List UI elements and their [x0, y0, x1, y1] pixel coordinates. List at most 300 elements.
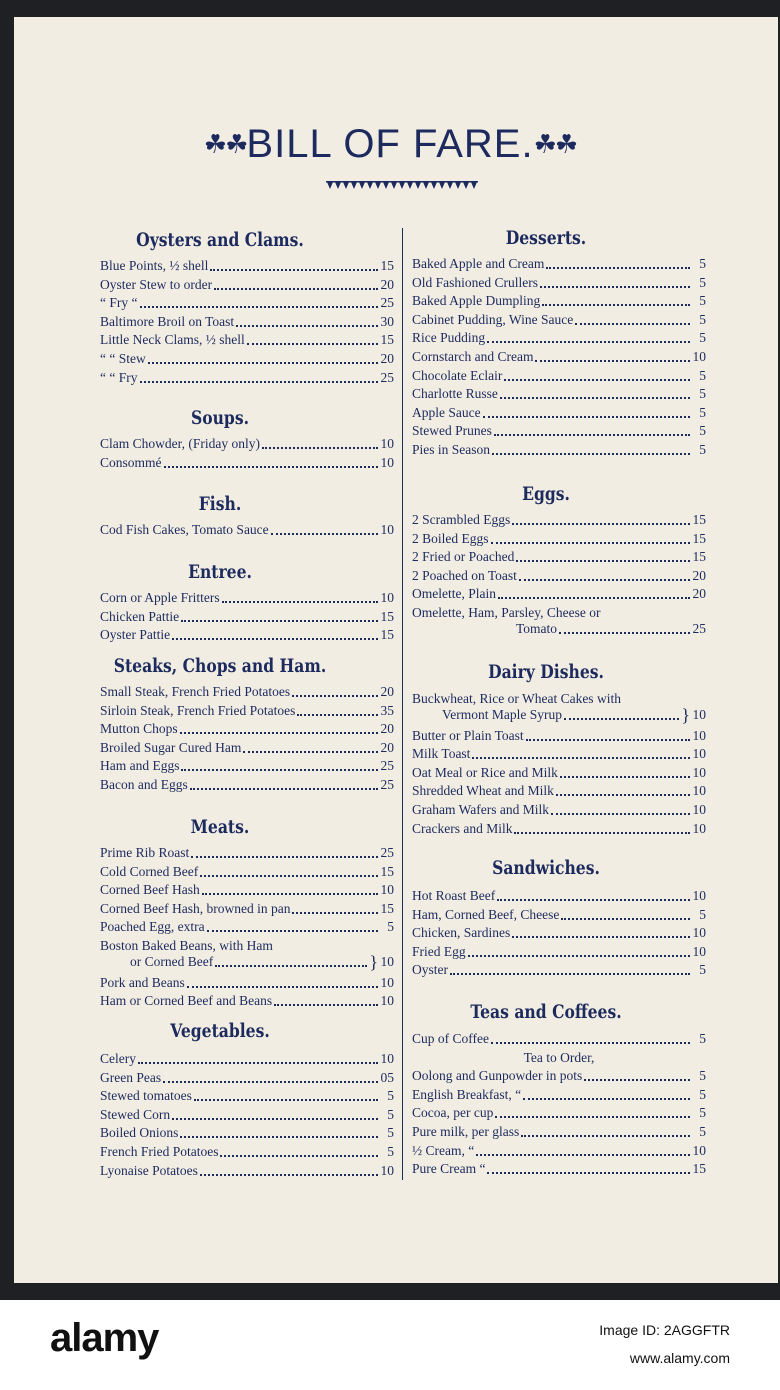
menu-item-price: 15	[692, 1161, 706, 1177]
menu-item-price: 15	[380, 900, 394, 916]
menu-item-name: Pure Cream “	[412, 1161, 486, 1177]
menu-item-name: ½ Cream, “	[412, 1142, 475, 1158]
menu-item-price: 15	[692, 549, 706, 565]
menu-item-name: Omelette, Ham, Parsley, Cheese or	[412, 605, 601, 620]
menu-item-price: 30	[380, 313, 394, 329]
menu-item-price: 5	[699, 293, 706, 309]
menu-item-price: 20	[692, 567, 706, 583]
menu-item	[100, 740, 394, 756]
section-heading-steaks: Steaks, Chops and Ham.	[113, 655, 327, 677]
menu-item-name: Baltimore Broil on Toast	[100, 313, 235, 329]
menu-item-name: Butter or Plain Toast	[412, 727, 524, 743]
menu-item	[100, 455, 394, 471]
menu-item	[412, 405, 706, 421]
section-heading-sandwiches: Sandwiches.	[492, 857, 600, 879]
menu-item-price: 5	[699, 1068, 706, 1084]
dot-leader	[214, 288, 378, 290]
section-heading-oysters: Oysters and Clams.	[136, 229, 304, 251]
brace-icon: }	[369, 952, 378, 972]
menu-item	[100, 864, 394, 880]
menu-item	[412, 423, 706, 439]
menu-item-price: 10	[380, 522, 394, 537]
menu-item-price: 5	[699, 1124, 706, 1139]
menu-item-price: 10	[692, 727, 706, 743]
menu-item	[100, 684, 394, 700]
dot-leader	[181, 620, 378, 622]
menu-item	[412, 256, 706, 272]
decorative-rule-ornament-icon	[326, 181, 478, 191]
menu-item-price: 10	[692, 1142, 706, 1158]
menu-item-name: Fried Egg	[412, 943, 466, 959]
dot-leader	[472, 757, 690, 759]
menu-item	[100, 522, 394, 538]
menu-item-price: 10	[692, 943, 706, 959]
dot-leader	[540, 286, 690, 288]
menu-item-name-cont: Vermont Maple Syrup	[442, 707, 562, 722]
menu-item	[516, 621, 706, 637]
menu-item-price: 10	[380, 590, 394, 605]
menu-item-name: Sirloin Steak, French Fried Potatoes	[100, 702, 296, 718]
menu-item-name: Broiled Sugar Cured Ham	[100, 739, 242, 755]
dot-leader	[450, 973, 690, 975]
dot-leader	[180, 1136, 378, 1138]
menu-item-name: Chocolate Eclair	[412, 367, 503, 383]
menu-item-price: 15	[380, 863, 394, 879]
menu-item-price: 15	[692, 512, 706, 527]
menu-item	[412, 746, 706, 762]
left-clover-ornament-icon: ☘☘	[203, 129, 247, 159]
menu-item-price: 5	[699, 1086, 706, 1102]
dot-leader	[187, 986, 378, 988]
menu-item-price: 5	[699, 367, 706, 383]
dot-leader	[487, 1172, 690, 1174]
menu-item-name: Prime Rib Roast	[100, 845, 190, 860]
section-heading-entree: Entree.	[188, 561, 252, 583]
menu-item	[100, 1070, 394, 1086]
menu-item	[100, 370, 394, 386]
menu-item-name: Pork and Beans	[100, 974, 185, 990]
menu-item-price: 10	[692, 349, 706, 364]
menu-item-price: 15	[380, 608, 394, 624]
dot-leader	[247, 343, 378, 345]
dot-leader	[292, 912, 378, 914]
menu-item	[412, 349, 706, 365]
menu-item	[412, 1161, 706, 1177]
menu-item	[412, 925, 706, 941]
section-heading-vegetables: Vegetables.	[170, 1020, 270, 1042]
menu-item	[412, 275, 706, 291]
dot-leader	[262, 447, 378, 449]
menu-item-name: Old Fashioned Crullers	[412, 274, 538, 290]
menu-item-price: 5	[387, 919, 394, 935]
menu-item	[412, 1124, 706, 1140]
menu-item-name-cont: or Corned Beef	[130, 954, 214, 969]
dot-leader	[551, 813, 690, 815]
menu-item-name: French Fried Potatoes	[100, 1144, 219, 1159]
menu-item-name: Pies in Season	[412, 442, 491, 457]
section-heading-meats: Meats.	[190, 816, 250, 838]
dot-leader	[526, 739, 690, 741]
menu-item-name: “ “ Fry	[100, 369, 138, 385]
dot-leader	[236, 325, 378, 327]
menu-item-name: Blue Points, ½ shell	[100, 258, 209, 273]
menu-item-price: 20	[380, 739, 394, 755]
dot-leader	[498, 597, 690, 599]
menu-item	[412, 586, 706, 602]
menu-item-price: 25	[692, 621, 706, 636]
dot-leader	[207, 930, 378, 932]
menu-item-price: 5	[699, 311, 706, 327]
dot-leader	[292, 695, 378, 697]
menu-item	[412, 442, 706, 458]
menu-item-price: 10	[692, 707, 706, 722]
dot-leader	[561, 918, 690, 920]
menu-item-price: 15	[380, 627, 394, 643]
menu-item-name: 2 Fried or Poached	[412, 549, 515, 565]
menu-item-price: 20	[380, 721, 394, 737]
menu-item-name: Apple Sauce	[412, 404, 481, 420]
dot-leader	[560, 776, 690, 778]
menu-item	[100, 901, 394, 917]
dot-leader	[584, 1079, 690, 1081]
menu-item-price: 5	[699, 330, 706, 346]
dot-leader	[575, 323, 690, 325]
menu-item	[412, 1031, 706, 1047]
dot-leader	[194, 1099, 378, 1101]
menu-item-name: Oyster Stew to order	[100, 276, 213, 292]
menu-item	[100, 721, 394, 737]
menu-item-name: Bacon and Eggs	[100, 777, 188, 792]
dot-leader	[487, 341, 690, 343]
menu-item	[412, 1105, 706, 1121]
menu-item-price: 10	[380, 974, 394, 990]
menu-item-price: 25	[380, 845, 394, 860]
menu-item-name: Chicken, Sardines	[412, 925, 511, 941]
menu-item	[100, 627, 394, 643]
menu-item-name: Graham Wafers and Milk	[412, 802, 549, 817]
menu-item-name: Baked Apple and Cream	[412, 256, 545, 271]
menu-item-name: Cod Fish Cakes, Tomato Sauce	[100, 522, 269, 537]
dot-leader	[148, 362, 378, 364]
menu-item	[100, 919, 394, 935]
menu-item-name: Clam Chowder, (Friday only)	[100, 436, 260, 451]
dot-leader	[542, 304, 690, 306]
dot-leader	[297, 714, 378, 716]
dot-leader	[140, 306, 379, 308]
menu-item	[412, 549, 706, 565]
menu-item	[100, 1144, 394, 1160]
dot-leader	[491, 542, 691, 544]
menu-note: Tea to Order,	[523, 1049, 595, 1065]
menu-item-name: English Breakfast, “	[412, 1086, 522, 1102]
menu-item-name: Ham or Corned Beef and Beans	[100, 993, 273, 1009]
menu-item	[100, 332, 394, 348]
menu-item-price: 10	[692, 783, 706, 799]
menu-item-price: 20	[692, 586, 706, 602]
section-heading-dairy: Dairy Dishes.	[488, 661, 604, 683]
dot-leader	[243, 751, 378, 753]
menu-item-name: Pure milk, per glass	[412, 1124, 520, 1139]
menu-item	[412, 1143, 706, 1159]
menu-item-price: 25	[380, 777, 394, 792]
menu-item	[412, 368, 706, 384]
dot-leader	[500, 397, 690, 399]
menu-item-price: 5	[699, 962, 706, 978]
menu-item-name: Chicken Pattie	[100, 608, 180, 624]
menu-item	[130, 954, 394, 970]
menu-item-name: Corned Beef Hash, browned in pan	[100, 900, 291, 916]
menu-item-name: Boiled Onions	[100, 1125, 179, 1141]
menu-item-price: 10	[692, 764, 706, 780]
brace-icon: }	[681, 705, 690, 725]
menu-item	[100, 703, 394, 719]
menu-item	[100, 1051, 394, 1067]
menu-item-name: Ham and Eggs	[100, 758, 180, 774]
menu-item-name: Corn or Apple Fritters	[100, 590, 220, 605]
menu-item-price: 10	[380, 1162, 394, 1178]
dot-leader	[491, 1042, 690, 1044]
menu-item-price: 10	[380, 954, 394, 969]
menu-item-price: 10	[380, 993, 394, 1009]
menu-item-name: 2 Scrambled Eggs	[412, 512, 511, 527]
menu-item-name: Stewed tomatoes	[100, 1088, 192, 1104]
right-clover-ornament-icon: ☘☘	[533, 129, 577, 159]
menu-item-name: “ “ Stew	[100, 351, 146, 366]
menu-item-price: 05	[380, 1069, 394, 1085]
menu-item-name: 2 Poached on Toast	[412, 567, 517, 583]
menu-item-name: Cornstarch and Cream	[412, 349, 534, 364]
menu-item-name: Oyster Pattie	[100, 627, 171, 643]
menu-item	[412, 821, 706, 837]
menu-item-price: 20	[380, 684, 394, 699]
dot-leader	[191, 856, 378, 858]
menu-item-name: Omelette, Plain	[412, 586, 496, 602]
dot-leader	[140, 381, 379, 383]
menu-item-price: 10	[692, 925, 706, 941]
menu-item	[412, 783, 706, 799]
menu-item	[412, 888, 706, 904]
menu-item-name: Consommé	[100, 454, 162, 470]
menu-item	[412, 531, 706, 547]
menu-item-price: 25	[380, 758, 394, 774]
dot-leader	[512, 936, 690, 938]
dot-leader	[512, 523, 690, 525]
menu-item-price: 10	[692, 820, 706, 836]
dot-leader	[494, 434, 690, 436]
menu-item	[412, 802, 706, 818]
dot-leader	[468, 955, 690, 957]
menu-item-price: 10	[380, 1051, 394, 1066]
menu-item-price: 20	[380, 276, 394, 292]
menu-item-name: Shredded Wheat and Milk	[412, 783, 554, 799]
section-heading-fish: Fish.	[198, 493, 242, 515]
menu-item-price: 10	[380, 436, 394, 451]
menu-item-price: 5	[699, 404, 706, 420]
menu-item	[412, 1068, 706, 1084]
dot-leader	[190, 788, 378, 790]
menu-item	[100, 845, 394, 861]
dot-leader	[516, 560, 690, 562]
menu-item	[100, 777, 394, 793]
dot-leader	[546, 267, 690, 269]
menu-item-name: Mutton Chops	[100, 721, 178, 737]
menu-item	[100, 436, 394, 452]
menu-item	[100, 975, 394, 991]
menu-item	[100, 277, 394, 293]
menu-item-name: Cup of Coffee	[412, 1031, 489, 1046]
menu-item-price: 35	[380, 702, 394, 718]
menu-item	[100, 351, 394, 367]
menu-item-name: Cabinet Pudding, Wine Sauce	[412, 311, 574, 327]
menu-item	[100, 295, 394, 311]
dot-leader	[200, 1174, 378, 1176]
menu-item	[100, 314, 394, 330]
image-id: Image ID: 2AGGFTR	[599, 1322, 730, 1338]
menu-item	[412, 330, 706, 346]
menu-item-name: Little Neck Clams, ½ shell	[100, 332, 245, 348]
menu-item	[100, 609, 394, 625]
menu-item-price: 5	[387, 1106, 394, 1122]
menu-item	[412, 568, 706, 584]
menu-item-name: Small Steak, French Fried Potatoes	[100, 684, 291, 699]
menu-item-name: Rice Pudding	[412, 330, 486, 346]
section-heading-eggs: Eggs.	[522, 483, 570, 505]
menu-item-name: Lyonaise Potatoes	[100, 1162, 198, 1178]
menu-item	[100, 1088, 394, 1104]
section-heading-desserts: Desserts.	[505, 227, 587, 249]
section-heading-soups: Soups.	[190, 407, 250, 429]
menu-item-price: 5	[699, 423, 706, 439]
menu-item-price: 5	[699, 274, 706, 290]
menu-item	[100, 993, 394, 1009]
menu-item	[100, 258, 394, 274]
menu-title	[0, 122, 780, 167]
menu-item-name: Ham, Corned Beef, Cheese	[412, 906, 560, 922]
menu-item-name: Cold Corned Beef	[100, 863, 199, 879]
menu-item	[100, 1163, 394, 1179]
menu-item-price: 5	[699, 256, 706, 271]
menu-item-price: 5	[699, 1105, 706, 1121]
dot-leader	[274, 1004, 378, 1006]
menu-item-name: Oyster	[412, 962, 448, 978]
menu-item	[100, 1107, 394, 1123]
menu-item-name: 2 Boiled Eggs	[412, 530, 489, 546]
dot-leader	[483, 416, 690, 418]
menu-item-name: Buckwheat, Rice or Wheat Cakes with	[412, 691, 621, 706]
menu-item-price: 10	[692, 746, 706, 762]
menu-item	[442, 707, 706, 723]
dot-leader	[556, 794, 690, 796]
menu-item-price: 5	[387, 1125, 394, 1141]
menu-item-price: 5	[387, 1144, 394, 1159]
menu-item-name: Hot Roast Beef	[412, 888, 496, 903]
menu-item	[100, 1125, 394, 1141]
menu-item-price: 10	[380, 454, 394, 470]
menu-item-name: Poached Egg, extra	[100, 919, 205, 935]
menu-item	[100, 758, 394, 774]
menu-item-name: Boston Baked Beans, with Ham	[100, 938, 273, 953]
menu-item	[412, 907, 706, 923]
dot-leader	[497, 899, 690, 901]
dot-leader	[220, 1155, 378, 1157]
dot-leader	[559, 632, 690, 634]
menu-item	[412, 312, 706, 328]
dot-leader	[521, 1135, 690, 1137]
menu-item-price: 10	[692, 802, 706, 817]
dot-leader	[476, 1154, 690, 1156]
menu-item-name: Crackers and Milk	[412, 820, 513, 836]
menu-item	[412, 1087, 706, 1103]
menu-item-name: “ Fry “	[100, 295, 138, 311]
menu-item-price: 5	[387, 1088, 394, 1104]
column-divider	[402, 228, 403, 1180]
dot-leader	[200, 875, 378, 877]
menu-item-price: 10	[380, 882, 394, 898]
menu-item	[412, 765, 706, 781]
menu-item-price: 15	[380, 332, 394, 348]
menu-item-name: Oolong and Gunpowder in pots	[412, 1068, 583, 1084]
menu-item-price: 10	[692, 888, 706, 903]
section-heading-teas: Teas and Coffees.	[470, 1001, 622, 1023]
dot-leader	[215, 965, 367, 967]
menu-item	[412, 386, 706, 402]
menu-item-price: 25	[380, 369, 394, 385]
dot-leader	[164, 466, 378, 468]
menu-item	[412, 293, 706, 309]
menu-item	[412, 962, 706, 978]
dot-leader	[535, 360, 690, 362]
menu-item-name: Milk Toast	[412, 746, 471, 762]
menu-item-price: 15	[692, 530, 706, 546]
menu-item-price: 25	[380, 295, 394, 311]
menu-item-name: Stewed Prunes	[412, 423, 492, 439]
menu-item-name: Stewed Corn	[100, 1106, 171, 1122]
menu-item-price: 15	[380, 258, 394, 273]
menu-item-price: 5	[699, 906, 706, 922]
dot-leader	[495, 1116, 690, 1118]
menu-item-price: 5	[699, 442, 706, 457]
menu-item-name: Oat Meal or Rice and Milk	[412, 764, 558, 780]
dot-leader	[492, 453, 690, 455]
dot-leader	[564, 718, 679, 720]
menu-item-name: Baked Apple Dumpling	[412, 293, 541, 309]
site-url: www.alamy.com	[629, 1350, 730, 1366]
menu-item	[412, 728, 706, 744]
menu-item-name-cont: Tomato	[516, 621, 558, 636]
menu-item-name: Charlotte Russe	[412, 386, 498, 402]
menu-item	[100, 590, 394, 606]
dot-leader	[523, 1098, 690, 1100]
menu-item-name: Celery	[100, 1051, 136, 1066]
dot-leader	[519, 579, 690, 581]
menu-item-price: 5	[699, 1031, 706, 1046]
dot-leader	[172, 1118, 378, 1120]
dot-leader	[181, 769, 378, 771]
menu-title-text: BILL OF FARE.	[246, 122, 534, 166]
dot-leader	[210, 269, 378, 271]
dot-leader	[172, 638, 378, 640]
dot-leader	[202, 893, 378, 895]
alamy-logo: alamy	[50, 1316, 159, 1360]
menu-item	[412, 512, 706, 528]
menu-item-price: 20	[380, 351, 394, 366]
menu-item-name: Green Peas	[100, 1069, 162, 1085]
menu-item-name: Cocoa, per cup	[412, 1105, 494, 1121]
dot-leader	[514, 832, 690, 834]
menu-item-name: Corned Beef Hash	[100, 882, 200, 898]
menu-item	[100, 882, 394, 898]
dot-leader	[271, 533, 378, 535]
